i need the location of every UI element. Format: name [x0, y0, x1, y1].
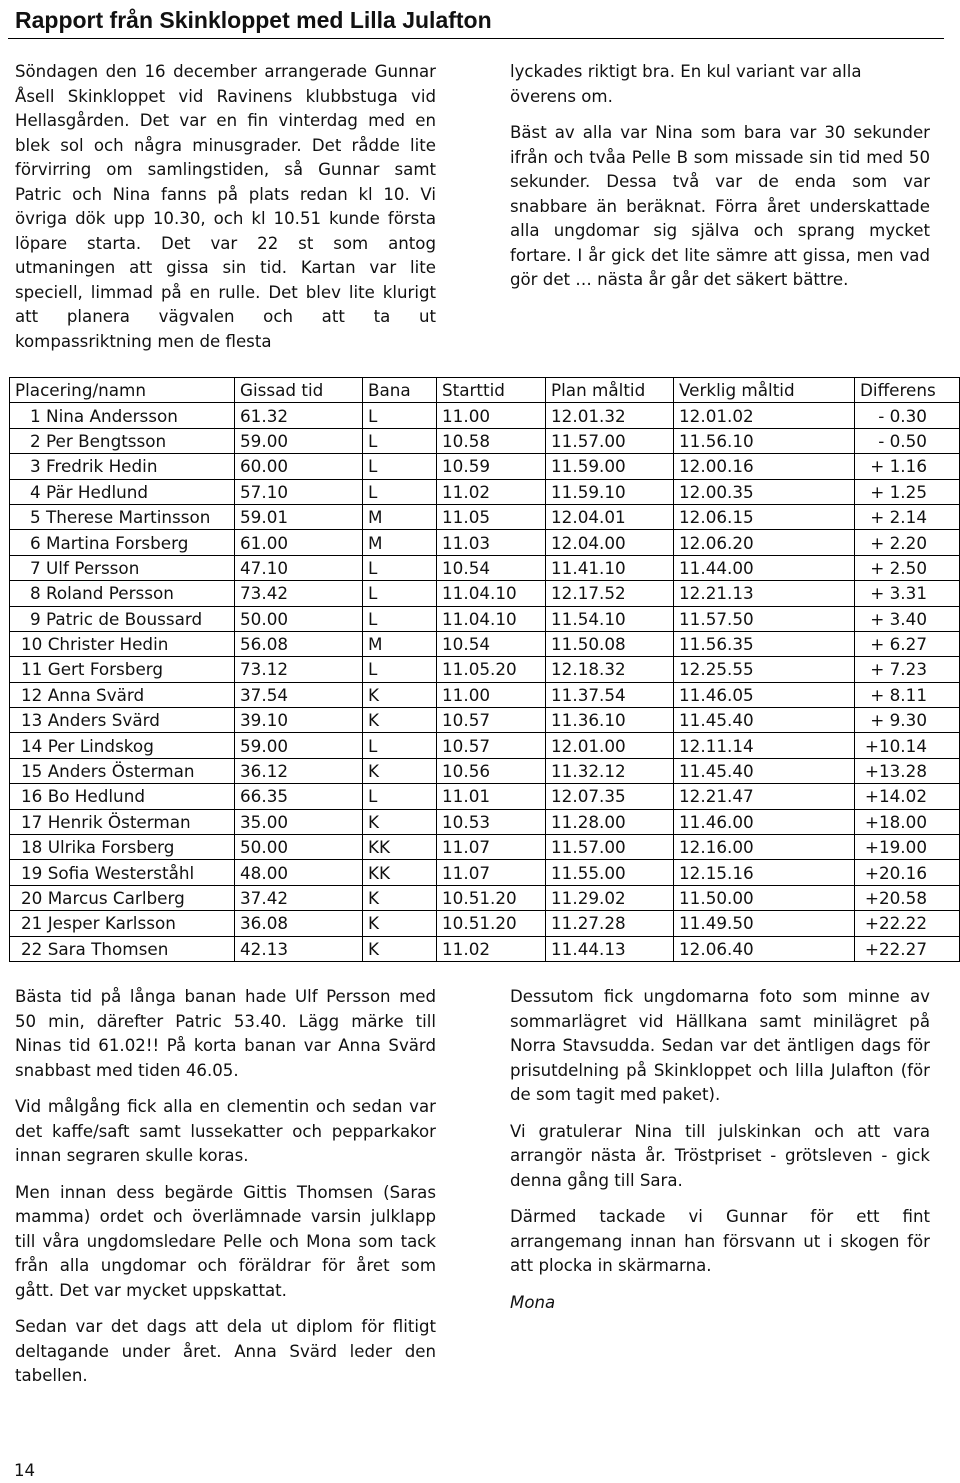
cell-placering: 17 Henrik Österman — [10, 809, 235, 834]
cell-differens: + 1.16 — [855, 454, 960, 479]
cell-placering: 5 Therese Martinsson — [10, 504, 235, 529]
cell-bana: M — [363, 504, 437, 529]
cell-verklig-maltid: 12.11.14 — [674, 733, 855, 758]
cell-plan-maltid: 11.32.12 — [546, 758, 674, 783]
table-row — [10, 555, 960, 580]
cell-bana: L — [363, 581, 437, 606]
header-plan-maltid: Plan måltid — [546, 378, 674, 403]
outro-paragraph: Men innan dess begärde Gittis Thomsen (Saras mamma) ordet och överlämnade varsin julklapp till våra ungdomsledare Pelle och Mona som tack från alla ungdomar och föräldrar för året som gått. Det var mycket uppskattat. — [15, 1182, 436, 1300]
intro-right-column — [510, 60, 930, 293]
cell-placering: 18 Ulrika Forsberg — [10, 835, 235, 860]
cell-bana: L — [363, 479, 437, 504]
table-row — [10, 428, 960, 453]
cell-starttid: 11.00 — [437, 403, 546, 428]
table-row — [10, 403, 960, 428]
cell-verklig-maltid: 12.00.35 — [674, 479, 855, 504]
table-row — [10, 758, 960, 783]
cell-plan-maltid: 11.50.08 — [546, 631, 674, 656]
cell-bana: K — [363, 708, 437, 733]
table-row — [10, 581, 960, 606]
table-row — [10, 809, 960, 834]
cell-gissad-tid: 73.12 — [235, 657, 363, 682]
cell-gissad-tid: 73.42 — [235, 581, 363, 606]
cell-differens: +22.22 — [855, 911, 960, 936]
cell-differens: + 6.27 — [855, 631, 960, 656]
cell-gissad-tid: 59.00 — [235, 428, 363, 453]
cell-differens: +13.28 — [855, 758, 960, 783]
cell-bana: K — [363, 682, 437, 707]
table-row — [10, 631, 960, 656]
cell-placering: 14 Per Lindskog — [10, 733, 235, 758]
cell-verklig-maltid: 12.06.15 — [674, 504, 855, 529]
cell-placering: 11 Gert Forsberg — [10, 657, 235, 682]
table-row — [10, 454, 960, 479]
cell-gissad-tid: 37.54 — [235, 682, 363, 707]
cell-gissad-tid: 47.10 — [235, 555, 363, 580]
intro-left-column — [15, 60, 436, 354]
table-row — [10, 504, 960, 529]
cell-differens: + 3.31 — [855, 581, 960, 606]
cell-placering: 15 Anders Österman — [10, 758, 235, 783]
results-body — [10, 403, 960, 962]
table-row — [10, 911, 960, 936]
results-table — [9, 377, 960, 962]
cell-differens: +20.16 — [855, 860, 960, 885]
cell-starttid: 11.05.20 — [437, 657, 546, 682]
cell-differens: + 2.14 — [855, 504, 960, 529]
cell-gissad-tid: 35.00 — [235, 809, 363, 834]
cell-placering: 13 Anders Svärd — [10, 708, 235, 733]
cell-starttid: 11.01 — [437, 784, 546, 809]
cell-bana: K — [363, 809, 437, 834]
cell-placering: 7 Ulf Persson — [10, 555, 235, 580]
cell-verklig-maltid: 11.50.00 — [674, 885, 855, 910]
cell-bana: L — [363, 784, 437, 809]
cell-differens: + 1.25 — [855, 479, 960, 504]
cell-bana: L — [363, 555, 437, 580]
table-row — [10, 657, 960, 682]
outro-left-column — [15, 985, 436, 1389]
cell-starttid: 11.04.10 — [437, 581, 546, 606]
cell-gissad-tid: 56.08 — [235, 631, 363, 656]
cell-gissad-tid: 39.10 — [235, 708, 363, 733]
cell-placering: 1 Nina Andersson — [10, 403, 235, 428]
cell-starttid: 10.51.20 — [437, 911, 546, 936]
cell-bana: K — [363, 911, 437, 936]
cell-starttid: 10.57 — [437, 733, 546, 758]
cell-plan-maltid: 11.57.00 — [546, 428, 674, 453]
cell-verklig-maltid: 11.44.00 — [674, 555, 855, 580]
cell-gissad-tid: 37.42 — [235, 885, 363, 910]
cell-plan-maltid: 11.44.13 — [546, 936, 674, 961]
table-row — [10, 860, 960, 885]
cell-bana: L — [363, 428, 437, 453]
cell-gissad-tid: 48.00 — [235, 860, 363, 885]
cell-verklig-maltid: 12.01.02 — [674, 403, 855, 428]
cell-plan-maltid: 11.57.00 — [546, 835, 674, 860]
cell-verklig-maltid: 12.21.47 — [674, 784, 855, 809]
cell-verklig-maltid: 12.06.40 — [674, 936, 855, 961]
cell-placering: 16 Bo Hedlund — [10, 784, 235, 809]
cell-verklig-maltid: 11.45.40 — [674, 708, 855, 733]
cell-plan-maltid: 12.04.01 — [546, 504, 674, 529]
cell-starttid: 10.54 — [437, 631, 546, 656]
cell-plan-maltid: 11.28.00 — [546, 809, 674, 834]
cell-plan-maltid: 11.37.54 — [546, 682, 674, 707]
outro-paragraph: Vi gratulerar Nina till julskinkan och att vara arrangör nästa år. Tröstpriset - grötsleven - gick denna gång till Sara. — [510, 1121, 930, 1190]
cell-gissad-tid: 61.00 — [235, 530, 363, 555]
cell-verklig-maltid: 11.46.05 — [674, 682, 855, 707]
cell-bana: L — [363, 606, 437, 631]
header-placering: Placering/namn — [10, 378, 235, 403]
table-row — [10, 885, 960, 910]
outro-paragraph: Vid målgång fick alla en clementin och sedan var det kaffe/saft samt lussekatter och pepparkakor innan segraren skulle koras. — [15, 1097, 436, 1165]
intro-paragraph: Bäst av alla var Nina som bara var 30 sekunder ifrån och tvåa Pelle B som missade sin tid med 50 sekunder. Dessa två var de enda som var snabbare än beräknat. Förra året underskattade alla ungdomar sig själva och sprang mycket fortare. I år gick det lite sämre att gissa, men vad gör det … nästa år går det säkert bättre. — [510, 123, 930, 289]
cell-placering: 22 Sara Thomsen — [10, 936, 235, 961]
cell-differens: +18.00 — [855, 809, 960, 834]
cell-gissad-tid: 66.35 — [235, 784, 363, 809]
cell-bana: L — [363, 733, 437, 758]
header-gissad-tid: Gissad tid — [235, 378, 363, 403]
cell-placering: 10 Christer Hedin — [10, 631, 235, 656]
cell-plan-maltid: 11.59.10 — [546, 479, 674, 504]
signature: Mona — [510, 1292, 556, 1312]
outro-right-column — [510, 985, 930, 1315]
cell-plan-maltid: 11.29.02 — [546, 885, 674, 910]
cell-plan-maltid: 11.27.28 — [546, 911, 674, 936]
cell-plan-maltid: 12.01.32 — [546, 403, 674, 428]
cell-differens: - 0.50 — [855, 428, 960, 453]
cell-verklig-maltid: 11.49.50 — [674, 911, 855, 936]
table-row — [10, 682, 960, 707]
cell-plan-maltid: 12.07.35 — [546, 784, 674, 809]
cell-starttid: 10.57 — [437, 708, 546, 733]
table-row — [10, 936, 960, 961]
cell-placering: 12 Anna Svärd — [10, 682, 235, 707]
cell-plan-maltid: 12.17.52 — [546, 581, 674, 606]
cell-bana: L — [363, 403, 437, 428]
cell-gissad-tid: 59.00 — [235, 733, 363, 758]
cell-differens: +10.14 — [855, 733, 960, 758]
cell-plan-maltid: 11.54.10 — [546, 606, 674, 631]
cell-plan-maltid: 11.59.00 — [546, 454, 674, 479]
table-row — [10, 835, 960, 860]
cell-bana: L — [363, 454, 437, 479]
cell-placering: 20 Marcus Carlberg — [10, 885, 235, 910]
cell-starttid: 11.03 — [437, 530, 546, 555]
table-row — [10, 530, 960, 555]
outro-paragraph: Sedan var det dags att dela ut diplom för flitigt deltagande under året. Anna Svärd leder den tabellen. — [15, 1317, 436, 1385]
cell-gissad-tid: 60.00 — [235, 454, 363, 479]
cell-placering: 9 Patric de Boussard — [10, 606, 235, 631]
cell-differens: +19.00 — [855, 835, 960, 860]
cell-verklig-maltid: 11.57.50 — [674, 606, 855, 631]
cell-plan-maltid: 11.55.00 — [546, 860, 674, 885]
cell-starttid: 11.07 — [437, 860, 546, 885]
cell-gissad-tid: 59.01 — [235, 504, 363, 529]
cell-verklig-maltid: 12.25.55 — [674, 657, 855, 682]
cell-plan-maltid: 12.01.00 — [546, 733, 674, 758]
cell-starttid: 10.53 — [437, 809, 546, 834]
cell-gissad-tid: 50.00 — [235, 835, 363, 860]
cell-starttid: 11.07 — [437, 835, 546, 860]
page-number: 14 — [14, 1461, 36, 1480]
cell-verklig-maltid: 11.56.35 — [674, 631, 855, 656]
cell-gissad-tid: 50.00 — [235, 606, 363, 631]
outro-paragraph: Dessutom fick ungdomarna foto som minne av sommarlägret vid Hällkana samt minilägret på Norra Stavsudda. Sedan var det äntligen dags för prisutdelning på Skinkloppet och lilla Julafton (för de som tagit med paket). — [510, 987, 930, 1104]
header-bana: Bana — [363, 378, 437, 403]
table-row — [10, 784, 960, 809]
cell-placering: 19 Sofia Westerståhl — [10, 860, 235, 885]
cell-bana: K — [363, 936, 437, 961]
cell-verklig-maltid: 12.00.16 — [674, 454, 855, 479]
cell-bana: K — [363, 885, 437, 910]
cell-differens: +22.27 — [855, 936, 960, 961]
cell-verklig-maltid: 11.45.40 — [674, 758, 855, 783]
cell-starttid: 10.54 — [437, 555, 546, 580]
cell-starttid: 10.59 — [437, 454, 546, 479]
cell-verklig-maltid: 12.16.00 — [674, 835, 855, 860]
cell-bana: M — [363, 530, 437, 555]
cell-differens: + 2.50 — [855, 555, 960, 580]
cell-differens: + 8.11 — [855, 682, 960, 707]
cell-differens: + 7.23 — [855, 657, 960, 682]
cell-differens: - 0.30 — [855, 403, 960, 428]
cell-starttid: 11.00 — [437, 682, 546, 707]
cell-plan-maltid: 11.41.10 — [546, 555, 674, 580]
cell-starttid: 10.51.20 — [437, 885, 546, 910]
cell-bana: M — [363, 631, 437, 656]
cell-gissad-tid: 57.10 — [235, 479, 363, 504]
cell-verklig-maltid: 11.46.00 — [674, 809, 855, 834]
cell-bana: KK — [363, 860, 437, 885]
cell-plan-maltid: 11.36.10 — [546, 708, 674, 733]
cell-starttid: 10.56 — [437, 758, 546, 783]
intro-paragraph: Söndagen den 16 december arrangerade Gunnar Åsell Skinkloppet vid Ravinens klubbstuga vid Hellasgården. Det var en fin vinterdag med en blek sol och några minusgrader. Det rådde lite förvirring om samlingstiden, så Gunnar samt Patric och Nina fanns på plats redan kl 10. Vi övriga dök upp 10.30, och kl 10.51 kunde första löpare starta. Det var 22 st som antog utmaningen att gissa sin tid. Kartan var lite speciell, limmad på en rulle. Det blev lite klurigt att planera vägvalen och att ta ut kompassriktning men de flesta — [15, 62, 436, 351]
cell-differens: + 3.40 — [855, 606, 960, 631]
intro-paragraph: lyckades riktigt bra. En kul variant var alla överens om. — [510, 62, 862, 106]
cell-verklig-maltid: 12.21.13 — [674, 581, 855, 606]
cell-plan-maltid: 12.04.00 — [546, 530, 674, 555]
cell-verklig-maltid: 12.06.20 — [674, 530, 855, 555]
table-header-row — [10, 378, 960, 403]
table-row — [10, 708, 960, 733]
header-verklig-maltid: Verklig måltid — [674, 378, 855, 403]
cell-placering: 21 Jesper Karlsson — [10, 911, 235, 936]
cell-gissad-tid: 42.13 — [235, 936, 363, 961]
cell-starttid: 11.02 — [437, 479, 546, 504]
cell-verklig-maltid: 12.15.16 — [674, 860, 855, 885]
cell-bana: K — [363, 758, 437, 783]
cell-plan-maltid: 12.18.32 — [546, 657, 674, 682]
cell-bana: KK — [363, 835, 437, 860]
table-row — [10, 733, 960, 758]
cell-placering: 6 Martina Forsberg — [10, 530, 235, 555]
cell-verklig-maltid: 11.56.10 — [674, 428, 855, 453]
cell-starttid: 11.05 — [437, 504, 546, 529]
cell-differens: + 2.20 — [855, 530, 960, 555]
cell-starttid: 11.02 — [437, 936, 546, 961]
cell-differens: +14.02 — [855, 784, 960, 809]
header-differens: Differens — [855, 378, 960, 403]
table-row — [10, 606, 960, 631]
cell-placering: 4 Pär Hedlund — [10, 479, 235, 504]
table-row — [10, 479, 960, 504]
cell-differens: + 9.30 — [855, 708, 960, 733]
header-starttid: Starttid — [437, 378, 546, 403]
outro-paragraph: Därmed tackade vi Gunnar för ett fint arrangemang innan han försvann ut i skogen för att plocka in skärmarna. — [510, 1207, 930, 1275]
outro-paragraph: Bästa tid på långa banan hade Ulf Persson med 50 min, därefter Patric 53.40. Lägg märke till Ninas tid 61.02!! På korta banan var Anna Svärd snabbast med tiden 46.05. — [15, 987, 436, 1080]
cell-placering: 2 Per Bengtsson — [10, 428, 235, 453]
cell-placering: 3 Fredrik Hedin — [10, 454, 235, 479]
title-rule — [8, 38, 944, 39]
cell-placering: 8 Roland Persson — [10, 581, 235, 606]
cell-gissad-tid: 36.08 — [235, 911, 363, 936]
cell-starttid: 11.04.10 — [437, 606, 546, 631]
cell-differens: +20.58 — [855, 885, 960, 910]
cell-gissad-tid: 61.32 — [235, 403, 363, 428]
page-title: Rapport från Skinkloppet med Lilla Julafton — [15, 7, 492, 33]
cell-starttid: 10.58 — [437, 428, 546, 453]
cell-gissad-tid: 36.12 — [235, 758, 363, 783]
cell-bana: L — [363, 657, 437, 682]
